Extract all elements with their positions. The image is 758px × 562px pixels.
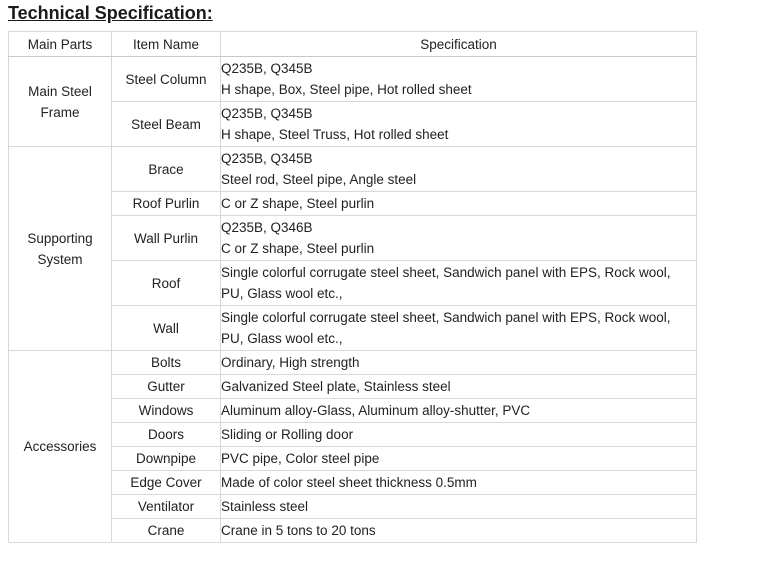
table-row xyxy=(9,495,697,519)
spec-line: Sliding or Rolling door xyxy=(221,427,354,442)
item-name: Roof xyxy=(112,261,221,306)
header-item-name: Item Name xyxy=(112,32,221,57)
item-name: Steel Beam xyxy=(112,102,221,147)
table-row xyxy=(9,147,697,192)
table-row xyxy=(9,102,697,147)
table-row xyxy=(9,57,697,102)
item-name: Wall xyxy=(112,306,221,351)
table-row xyxy=(9,519,697,543)
spec-cell xyxy=(221,147,697,192)
spec-cell xyxy=(221,447,697,471)
table-row xyxy=(9,216,697,261)
spec-cell xyxy=(221,519,697,543)
table-row xyxy=(9,261,697,306)
spec-line: Aluminum alloy-Glass, Aluminum alloy-shutter, PVC xyxy=(221,403,531,418)
spec-cell xyxy=(221,423,697,447)
spec-cell xyxy=(221,351,697,375)
table-row xyxy=(9,399,697,423)
table-row xyxy=(9,192,697,216)
header-specification: Specification xyxy=(221,32,697,57)
spec-line: C or Z shape, Steel purlin xyxy=(221,196,375,211)
table-row xyxy=(9,423,697,447)
item-name: Bolts xyxy=(112,351,221,375)
table-row xyxy=(9,471,697,495)
item-name: Steel Column xyxy=(112,57,221,102)
spec-cell xyxy=(221,306,697,351)
item-name: Brace xyxy=(112,147,221,192)
item-name: Doors xyxy=(112,423,221,447)
spec-line: PU, Glass wool etc., xyxy=(221,331,343,346)
table-header-row xyxy=(9,32,697,57)
spec-line: C or Z shape, Steel purlin xyxy=(221,241,375,256)
spec-cell xyxy=(221,495,697,519)
spec-line: Q235B, Q345B xyxy=(221,151,313,166)
table-row xyxy=(9,306,697,351)
spec-line: Made of color steel sheet thickness 0.5mm xyxy=(221,475,477,490)
spec-line: PU, Glass wool etc., xyxy=(221,286,343,301)
item-name: Edge Cover xyxy=(112,471,221,495)
spec-cell xyxy=(221,471,697,495)
spec-line: Single colorful corrugate steel sheet, Sandwich panel with EPS, Rock wool, xyxy=(221,265,671,280)
spec-line: PVC pipe, Color steel pipe xyxy=(221,451,380,466)
spec-cell xyxy=(221,375,697,399)
spec-cell xyxy=(221,57,697,102)
spec-cell xyxy=(221,261,697,306)
item-name: Downpipe xyxy=(112,447,221,471)
table-row xyxy=(9,375,697,399)
spec-line: Crane in 5 tons to 20 tons xyxy=(221,523,376,538)
spec-line: Ordinary, High strength xyxy=(221,355,360,370)
item-name: Gutter xyxy=(112,375,221,399)
spec-line: Stainless steel xyxy=(221,499,309,514)
header-main-parts: Main Parts xyxy=(9,32,112,57)
group-supporting-system: Supporting System xyxy=(9,147,112,351)
spec-line: Q235B, Q345B xyxy=(221,61,313,76)
spec-cell xyxy=(221,102,697,147)
table-row xyxy=(9,351,697,375)
spec-line: Q235B, Q346B xyxy=(221,220,313,235)
item-name: Windows xyxy=(112,399,221,423)
specification-table xyxy=(8,31,697,543)
spec-cell xyxy=(221,216,697,261)
spec-line: Steel rod, Steel pipe, Angle steel xyxy=(221,172,417,187)
group-main-steel-frame: Main Steel Frame xyxy=(9,57,112,147)
spec-line: H shape, Steel Truss, Hot rolled sheet xyxy=(221,127,449,142)
item-name: Ventilator xyxy=(112,495,221,519)
table-row xyxy=(9,447,697,471)
spec-line: Q235B, Q345B xyxy=(221,106,313,121)
page-title: Technical Specification: xyxy=(8,3,213,23)
spec-cell xyxy=(221,399,697,423)
item-name: Roof Purlin xyxy=(112,192,221,216)
item-name: Wall Purlin xyxy=(112,216,221,261)
spec-line: H shape, Box, Steel pipe, Hot rolled sheet xyxy=(221,82,472,97)
group-accessories: Accessories xyxy=(9,351,112,543)
item-name: Crane xyxy=(112,519,221,543)
spec-cell xyxy=(221,192,697,216)
spec-line: Single colorful corrugate steel sheet, Sandwich panel with EPS, Rock wool, xyxy=(221,310,671,325)
spec-line: Galvanized Steel plate, Stainless steel xyxy=(221,379,451,394)
